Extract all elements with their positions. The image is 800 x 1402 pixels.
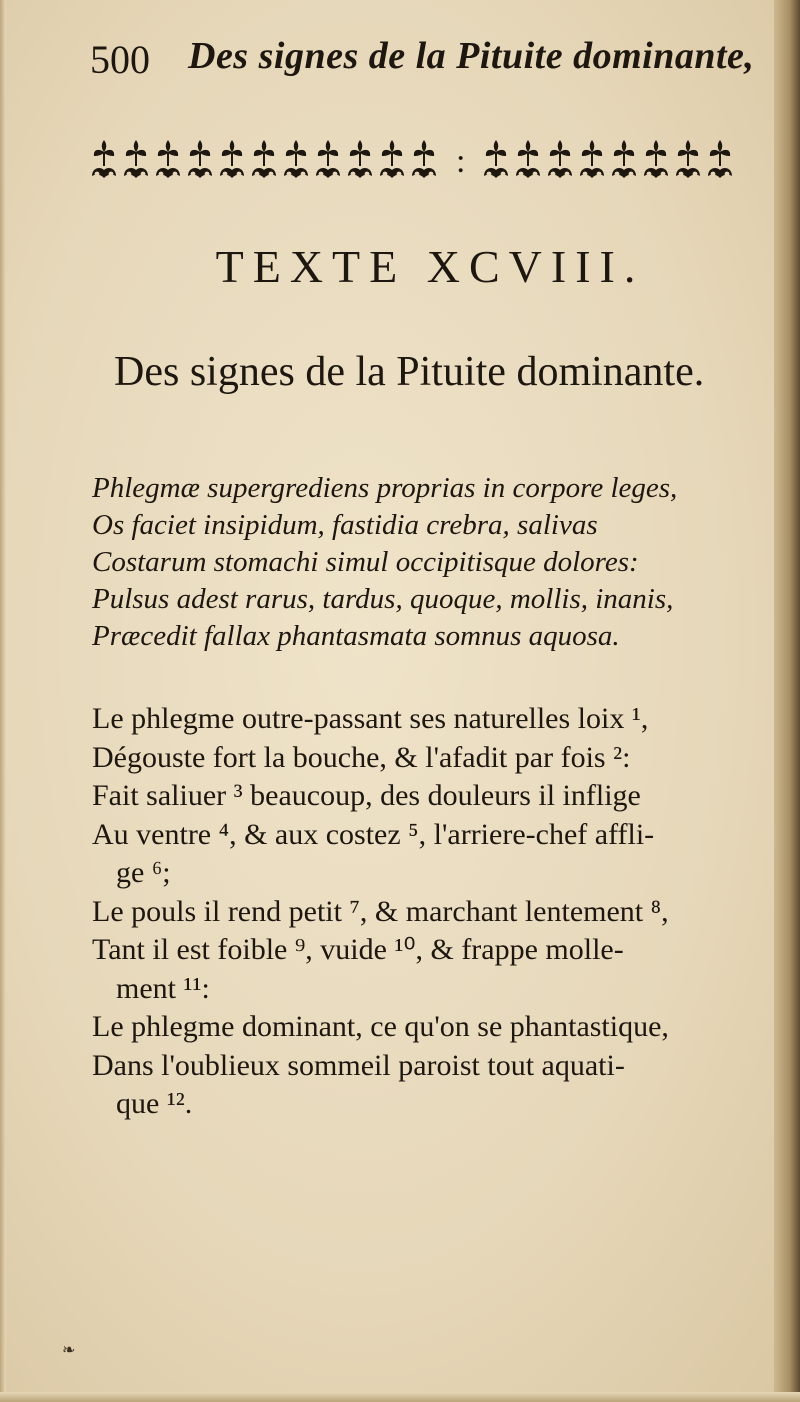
latin-verse-line: Pulsus adest rarus, tardus, quoque, mollis, inanis, [92,583,674,615]
french-verses [92,700,782,1124]
fleuron-icon [708,140,732,178]
french-verse-line: Le pouls il rend petit ⁷, & marchant lentement ⁸, [92,894,669,928]
fleuron-icon [124,140,148,178]
ornament-separator: : [456,143,466,180]
french-verse-line: Dégouste fort la bouche, & l'afadit par fois ²: [92,740,631,774]
fleuron-icon [644,140,668,178]
fleuron-icon [188,140,212,178]
fleuron-icon [284,140,308,178]
section-title: TEXTE XCVIII. [215,241,645,292]
french-verse-line: Le phlegme outre-passant ses naturelles loix ¹, [92,702,649,735]
french-verse-line: Le phlegme dominant, ce qu'on se phantastique, [92,1010,669,1043]
french-verse-line: que ¹². [116,1087,193,1120]
fleuron-icon [612,140,636,178]
french-verse-line: Fait saliuer ³ beaucoup, des douleurs il inflige [92,779,641,812]
fleuron-icon [252,140,276,178]
page-bottom-edge [0,1392,800,1402]
fleuron-icon [316,140,340,178]
latin-verse-line: Os faciet insipidum, fastidia crebra, salivas [92,509,598,541]
fleuron-icon [380,140,404,178]
french-verse-line: ment ¹¹: [116,971,210,1005]
latin-verse-line: Phlegmæ supergrediens proprias in corpore leges, [92,472,678,504]
section-subtitle: Des signes de la Pituite dominante. [114,349,705,395]
page-number: 500 [90,37,150,82]
french-verse-line: Dans l'oublieux sommeil paroist tout aquati- [92,1048,625,1082]
fleuron-icon [412,140,436,178]
fleuron-icon [580,140,604,178]
latin-verse-line: Præcedit fallax phantasmata somnus aquosa. [92,620,620,652]
page-header [90,28,770,88]
french-verse-line: Tant il est foible ⁹, vuide ¹⁰, & frappe molle- [92,933,624,966]
fleuron-icon [548,140,572,178]
fleuron-icon [516,140,540,178]
fleuron-icon [156,140,180,178]
page-marker: ❧ [62,1340,76,1359]
french-verse-line: ge ⁶; [116,856,171,889]
fleuron-icon [92,140,116,178]
running-title: Des signes de la Pituite dominante, [188,35,755,77]
fleuron-icon [220,140,244,178]
fleuron-icon [348,140,372,178]
latin-verses [92,470,732,655]
page-left-edge [0,0,6,1402]
ornament-band [88,128,778,198]
latin-verse-line: Costarum stomachi simul occipitisque dolores: [92,546,639,578]
fleuron-icon [676,140,700,178]
fleuron-icon [484,140,508,178]
french-verse-line: Au ventre ⁴, & aux costez ⁵, l'arriere-chef affli- [92,817,655,851]
